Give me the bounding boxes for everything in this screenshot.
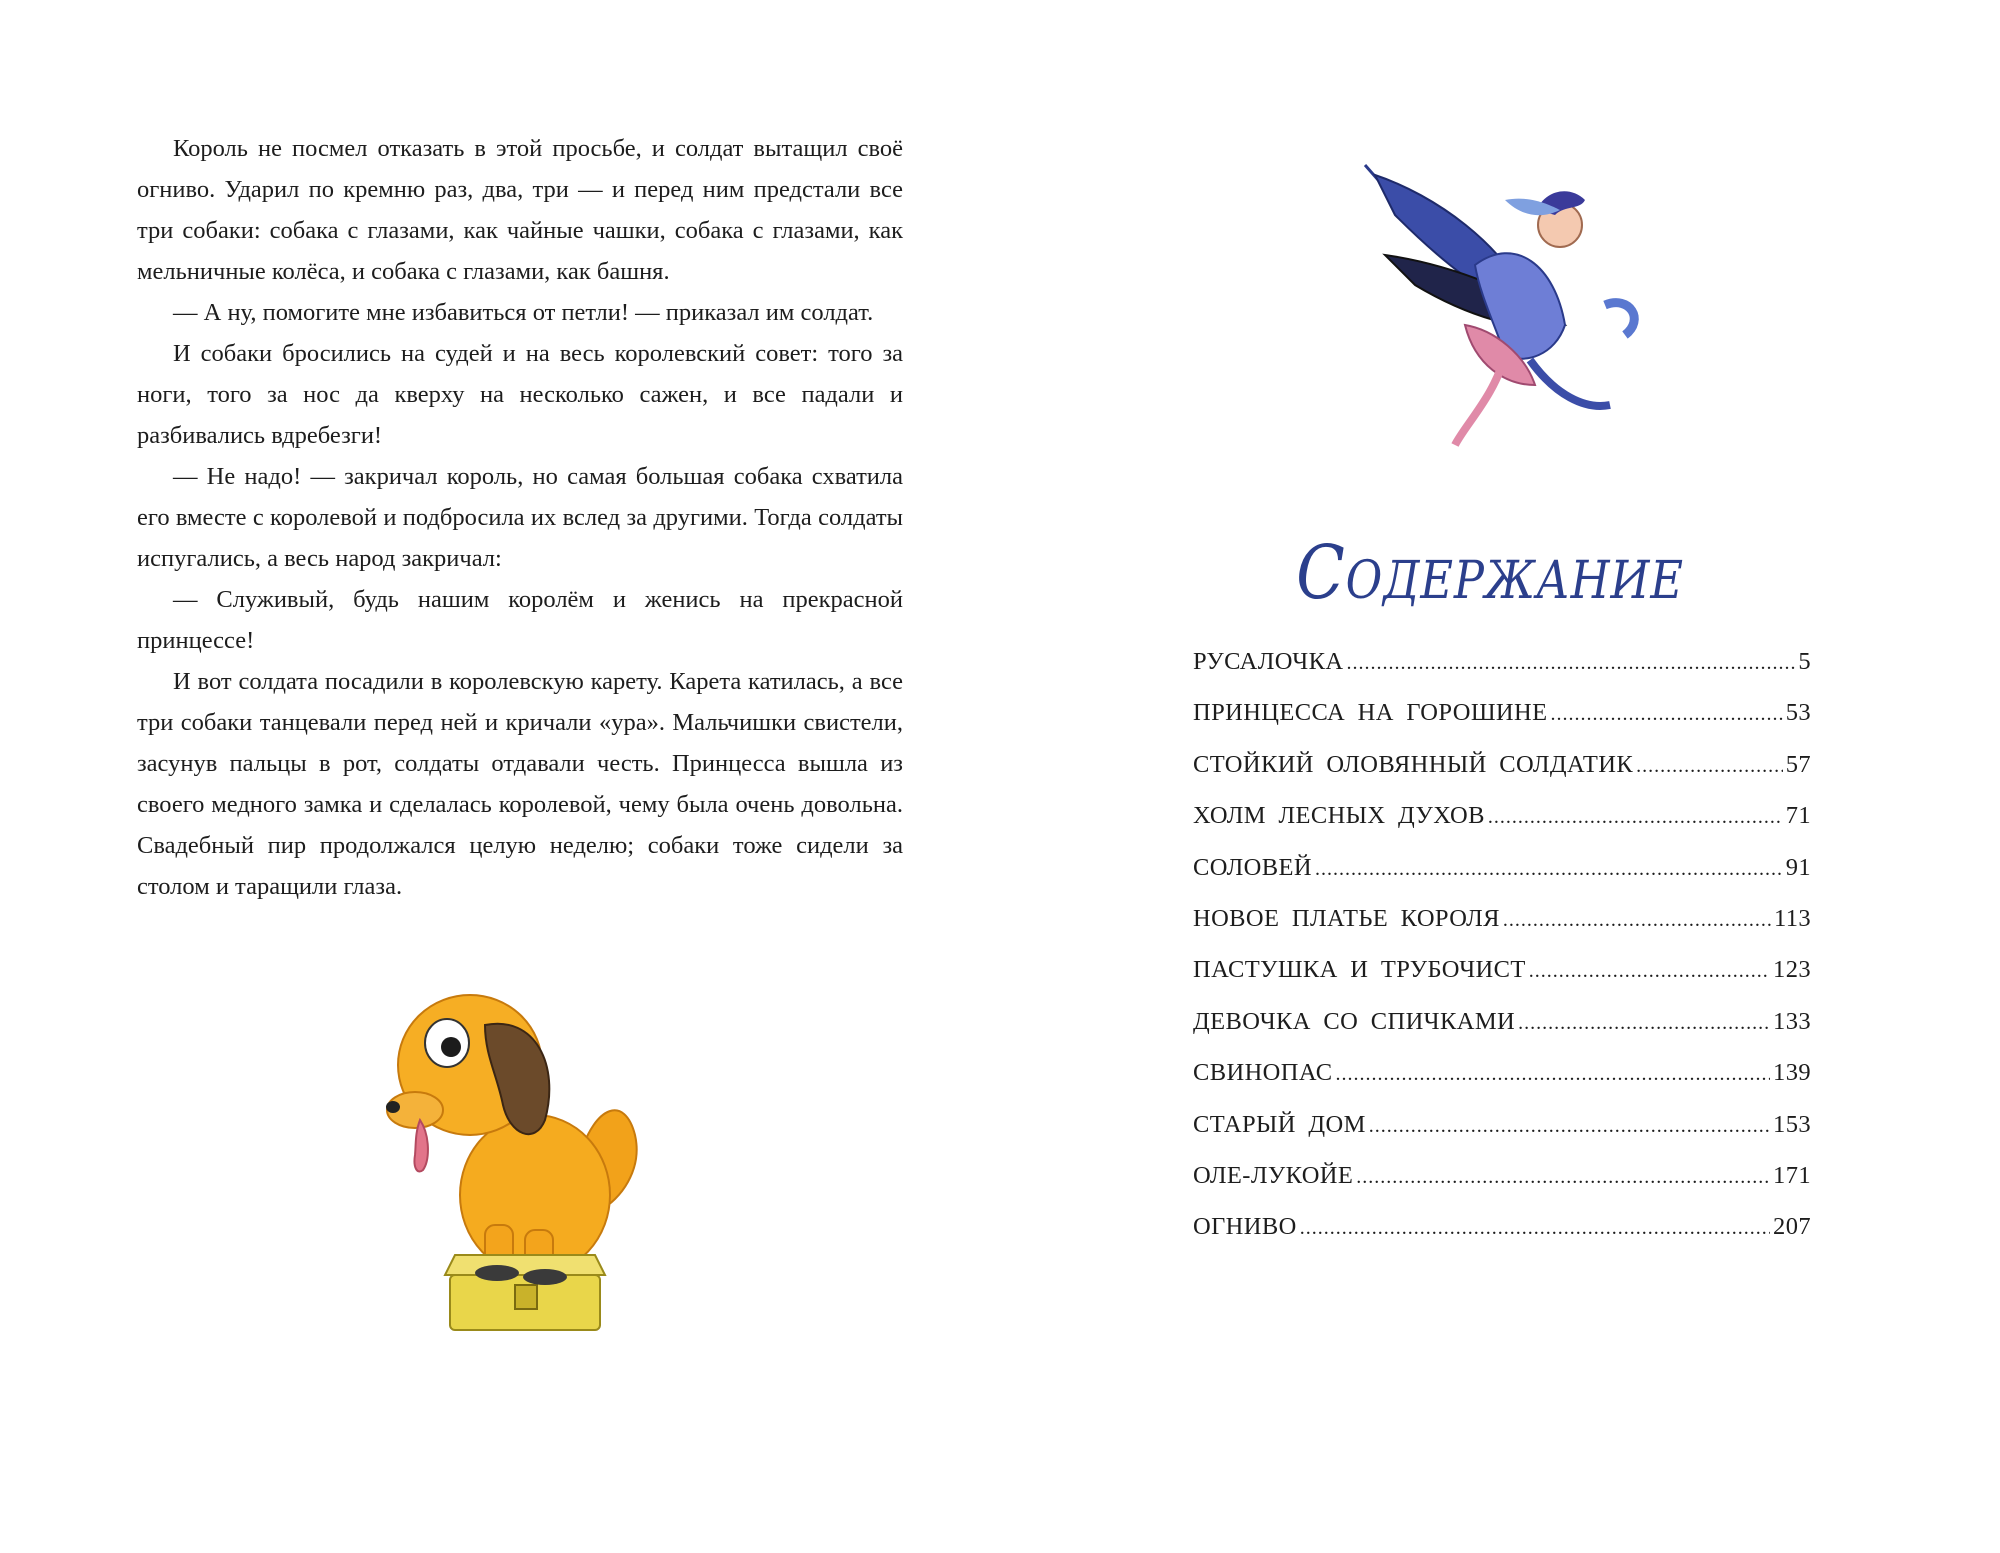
story-paragraph: И вот солдата посадили в королевскую карету. Карета катилась, а все три собаки танцевали перед ней и кричали «ура». Мальчишки свистели, засунув пальцы в рот, солдаты отдавали честь. Принцесса вышла из своего медного замка и сделалась королевой, чему была очень довольна. Свадебный пир продолжался целую неделю; собаки тоже сидели за столом и таращили глаза. xyxy=(137,668,903,900)
toc-entry-name: ОЛЕ-ЛУКОЙЕ xyxy=(1193,1161,1354,1189)
right-page xyxy=(1000,0,2000,1553)
toc-entry-page: 53 xyxy=(1785,699,1811,727)
toc-entry-page: 171 xyxy=(1773,1161,1811,1189)
toc-entry[interactable] xyxy=(1193,1059,1811,1110)
toc-entry-name: ПРИНЦЕССА НА ГОРОШИНЕ xyxy=(1193,699,1548,727)
toc-entry[interactable] xyxy=(1193,751,1811,802)
toc-leader-dots xyxy=(1335,1063,1770,1086)
toc-leader-dots xyxy=(1636,755,1783,778)
story-paragraph: — Не надо! — закричал король, но самая большая собака схватила его вместе с королевой и подбросила их вслед за другими. Тогда солдаты испугались, а весь народ закричал: xyxy=(137,463,903,572)
toc-entry-name: РУСАЛОЧКА xyxy=(1193,648,1344,675)
toc-entry[interactable] xyxy=(1193,1213,1811,1264)
toc-entry[interactable] xyxy=(1193,1111,1811,1162)
toc-entry-name: ДЕВОЧКА СО СПИЧКАМИ xyxy=(1193,1007,1516,1035)
toc-leader-dots xyxy=(1503,909,1771,932)
toc-entry-page: 5 xyxy=(1798,648,1811,675)
toc-entry-page: 133 xyxy=(1773,1007,1811,1035)
toc-entry[interactable] xyxy=(1193,1162,1811,1213)
toc-entry-page: 153 xyxy=(1773,1110,1811,1138)
toc-entry[interactable] xyxy=(1193,1008,1811,1059)
toc-entry[interactable] xyxy=(1193,854,1811,905)
toc-entry-name: НОВОЕ ПЛАТЬЕ КОРОЛЯ xyxy=(1193,904,1500,932)
toc-entry[interactable] xyxy=(1193,802,1811,853)
toc-title: Содержание xyxy=(1296,530,1684,616)
toc-leader-dots xyxy=(1488,806,1783,829)
story-text xyxy=(137,128,903,907)
story-paragraph: Король не посмел отказать в этой просьбе, и солдат вытащил своё огниво. Ударил по кремню раз, два, три — и перед ним предстали все три собаки: собака с глазами, как чайные чашки, собака с глазами, как мельничные колёса, и собака с глазами, как башня. xyxy=(137,135,903,285)
toc-leader-dots xyxy=(1369,1115,1770,1138)
toc-leader-dots xyxy=(1356,1166,1770,1189)
toc-leader-dots xyxy=(1300,1217,1770,1240)
story-paragraph: — А ну, помогите мне избавиться от петли! — приказал им солдат. xyxy=(173,299,874,326)
toc-entry-page: 207 xyxy=(1773,1213,1811,1241)
toc-entry-page: 113 xyxy=(1773,904,1811,932)
toc-entry-name: СОЛОВЕЙ xyxy=(1193,853,1312,881)
toc-entry-name: СВИНОПАС xyxy=(1193,1059,1333,1087)
toc-entry-page: 57 xyxy=(1785,750,1811,778)
ole-lukoie-illustration xyxy=(1355,155,1675,455)
story-paragraph: — Служивый, будь нашим королём и женись на прекрасной принцессе! xyxy=(137,586,903,654)
toc-entry-page: 139 xyxy=(1773,1059,1811,1087)
table-of-contents xyxy=(1193,648,1811,1265)
dog-on-chest-illustration xyxy=(385,985,640,1335)
toc-entry-name: СТАРЫЙ ДОМ xyxy=(1193,1110,1366,1138)
toc-entry[interactable] xyxy=(1193,956,1811,1007)
toc-entry-name: ПАСТУШКА И ТРУБОЧИСТ xyxy=(1193,956,1526,984)
toc-entry-name: ОГНИВО xyxy=(1193,1213,1297,1241)
toc-entry[interactable] xyxy=(1193,648,1811,699)
toc-entry-name: ХОЛМ ЛЕСНЫХ ДУХОВ xyxy=(1193,802,1485,830)
toc-entry-page: 123 xyxy=(1773,956,1811,984)
toc-leader-dots xyxy=(1551,703,1783,726)
toc-leader-dots xyxy=(1518,1012,1770,1035)
toc-leader-dots xyxy=(1315,858,1783,881)
toc-entry[interactable] xyxy=(1193,699,1811,750)
toc-leader-dots xyxy=(1529,960,1770,983)
toc-entry[interactable] xyxy=(1193,905,1811,956)
toc-leader-dots xyxy=(1346,652,1795,675)
story-paragraph: И собаки бросились на судей и на весь королевский совет: того за ноги, того за нос да кверху на несколько сажен, и все падали и разбивались вдребезги! xyxy=(137,340,903,449)
toc-entry-page: 91 xyxy=(1785,853,1811,881)
toc-entry-name: СТОЙКИЙ ОЛОВЯННЫЙ СОЛДАТИК xyxy=(1193,750,1634,778)
toc-entry-page: 71 xyxy=(1785,802,1811,830)
